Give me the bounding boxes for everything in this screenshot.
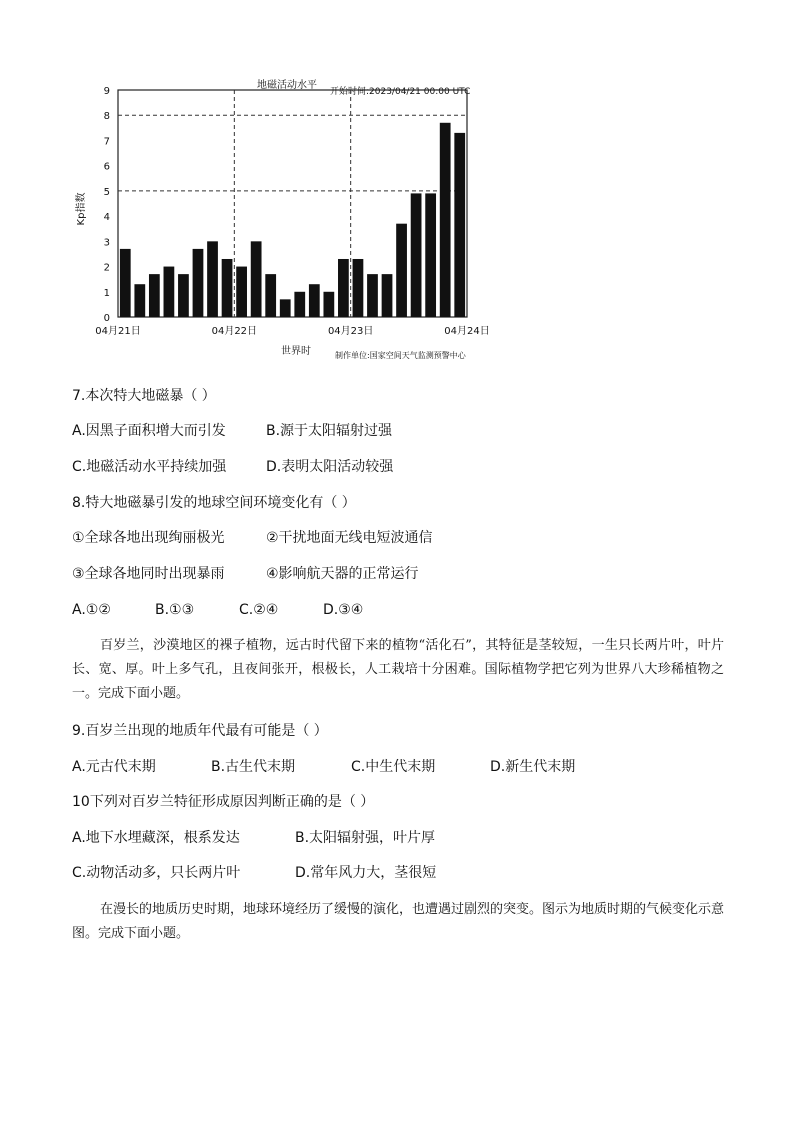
kp-bar [222, 259, 233, 317]
y-tick-label: 8 [103, 111, 110, 123]
kp-bar [382, 274, 393, 317]
q7-option-d[interactable]: D.表明太阳活动较强 [266, 459, 394, 475]
q9-option-d[interactable]: D.新生代末期 [490, 759, 576, 775]
kp-bar [207, 241, 218, 317]
kp-bar [149, 274, 160, 317]
y-tick-label: 6 [103, 161, 110, 173]
chart-title: 地磁活动水平 [257, 80, 317, 91]
q8-statement-3: ③全球各地同时出现暴雨 [72, 566, 225, 582]
y-tick-label: 4 [103, 212, 110, 224]
kp-bar-chart-svg [70, 74, 490, 366]
kp-bar [353, 259, 364, 317]
q9-stem: 9.百岁兰出现的地质年代最有可能是（ ） [72, 723, 328, 739]
q10-option-c[interactable]: C.动物活动多，只长两片叶 [72, 865, 241, 881]
kp-bar [178, 274, 189, 317]
q7-stem: 7.本次特大地磁暴（ ） [72, 388, 216, 404]
kp-bar [265, 274, 276, 317]
kp-bar [193, 249, 204, 317]
kp-bar [338, 259, 349, 317]
q10-option-d[interactable]: D.常年风力大，茎很短 [295, 865, 437, 881]
y-tick-label: 9 [103, 86, 110, 97]
q8-statement-4: ④影响航天器的正常运行 [266, 566, 419, 582]
chart-subtitle: 开始时间:2023/04/21 00:00 UTC [330, 87, 471, 97]
q8-statement-2: ②干扰地面无线电短波通信 [266, 530, 433, 546]
q10-stem: 10下列对百岁兰特征形成原因判断正确的是（ ） [72, 794, 375, 810]
kp-index-chart [70, 74, 490, 366]
kp-bar [280, 299, 291, 317]
kp-bar [425, 193, 436, 317]
kp-bar [134, 284, 145, 317]
kp-bar [454, 133, 465, 317]
kp-bar [120, 249, 131, 317]
y-tick-label: 5 [103, 186, 110, 198]
y-tick-label: 7 [103, 136, 110, 148]
kp-bar [440, 123, 451, 317]
y-tick-label: 0 [103, 313, 110, 324]
x-tick-label: 04月22日 [211, 326, 258, 337]
q9-option-b[interactable]: B.古生代末期 [211, 759, 296, 775]
kp-bar [396, 224, 407, 317]
passage-climate: 在漫长的地质历史时期，地球环境经历了缓慢的演化，也遭遇过剧烈的突变。图示为地质时期的气候变化示意图。完成下面小题。 [72, 902, 725, 941]
q10-option-b[interactable]: B.太阳辐射强，叶片厚 [295, 830, 436, 846]
y-tick-label: 1 [103, 287, 110, 299]
y-tick-label: 3 [103, 237, 110, 249]
kp-bar [164, 267, 175, 317]
q7-option-c[interactable]: C.地磁活动水平持续加强 [72, 459, 227, 475]
q8-stem: 8.特大地磁暴引发的地球空间环境变化有（ ） [72, 495, 356, 511]
kp-bar [309, 284, 320, 317]
kp-bar [411, 193, 422, 317]
q7-option-a[interactable]: A.因黑子面积增大而引发 [72, 423, 226, 439]
q8-statement-1: ①全球各地出现绚丽极光 [72, 530, 225, 546]
x-tick-label: 04月23日 [327, 326, 374, 337]
kp-bar [251, 241, 262, 317]
kp-bar [294, 292, 305, 317]
x-tick-label: 04月21日 [95, 326, 141, 337]
q8-option-a[interactable]: A.①② [72, 602, 111, 618]
kp-bar [367, 274, 378, 317]
q10-option-a[interactable]: A.地下水埋藏深，根系发达 [72, 830, 240, 846]
x-tick-label: 04月24日 [444, 326, 490, 337]
q9-option-a[interactable]: A.元古代末期 [72, 759, 156, 775]
y-axis-label: Kp指数 [76, 192, 87, 226]
q7-option-b[interactable]: B.源于太阳辐射过强 [266, 423, 393, 439]
kp-bar [323, 292, 334, 317]
chart-source: 制作单位:国家空间天气监测预警中心 [335, 351, 466, 360]
q9-option-c[interactable]: C.中生代末期 [351, 759, 436, 775]
passage-welwitschia: 百岁兰，沙漠地区的裸子植物，远古时代留下来的植物“活化石”，其特征是茎较短，一生只长两片叶，叶片长、宽、厚。叶上多气孔，且夜间张开，根极长，人工栽培十分困难。国际植物学把它列为世界八大珍稀植物之一。完成下面小题。 [72, 638, 724, 701]
y-tick-label: 2 [103, 262, 110, 274]
x-axis-label: 世界时 [281, 346, 311, 357]
q8-option-c[interactable]: C.②④ [239, 602, 279, 618]
q8-option-b[interactable]: B.①③ [155, 602, 195, 618]
q8-option-d[interactable]: D.③④ [323, 602, 364, 618]
kp-bar [236, 267, 247, 317]
plot-area [95, 86, 489, 337]
